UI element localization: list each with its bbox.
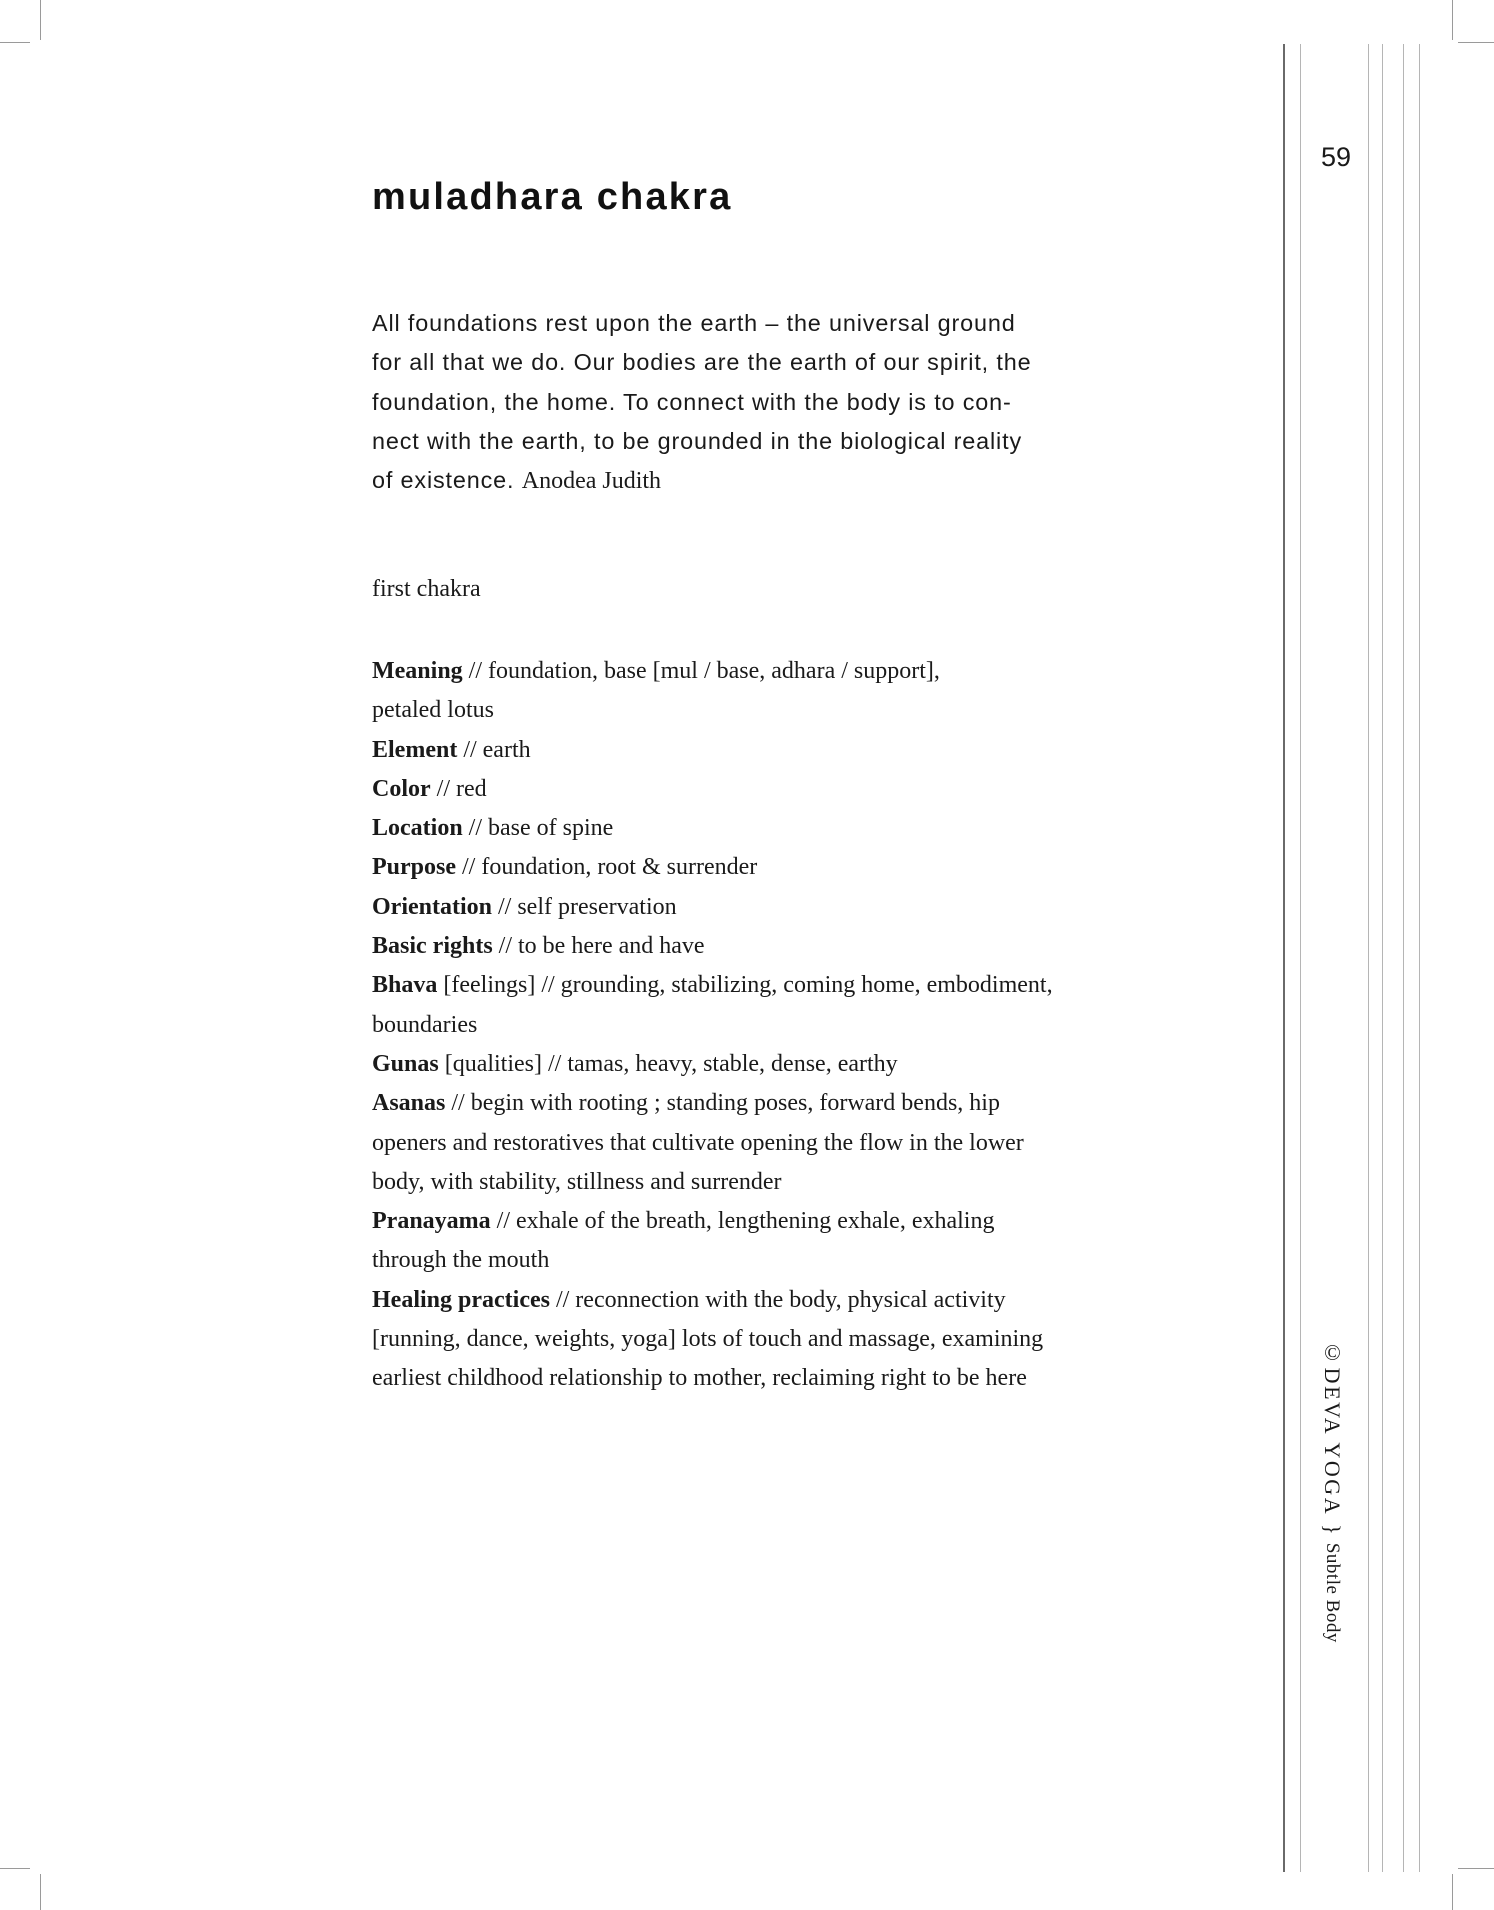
page-edge-line	[1300, 44, 1301, 1872]
attribute-value: // red	[430, 775, 487, 802]
quote-line: foundation, the home. To connect with the body is to con-	[372, 388, 1012, 415]
attribute-line	[372, 731, 1152, 770]
page-edge-line	[1382, 44, 1383, 1872]
attribute-line	[372, 927, 1152, 966]
attribute-continuation: [running, dance, weights, yoga] lots of touch and massage, examining	[372, 1326, 1044, 1353]
attribute-line	[372, 888, 1152, 927]
attribute-label: Pranayama	[372, 1208, 491, 1235]
crop-mark	[40, 0, 41, 40]
attribute-continuation: earliest childhood relationship to mother, reclaiming right to be here	[372, 1365, 1027, 1392]
attribute-label: Color	[372, 775, 431, 802]
attribute-value: // begin with rooting ; standing poses, forward bends, hip	[445, 1090, 1000, 1117]
quote-block	[372, 304, 1107, 501]
attribute-label: Meaning	[372, 658, 463, 684]
attribute-label: Element	[372, 736, 458, 763]
attribute-line	[372, 966, 1152, 1005]
attribute-label: Location	[372, 815, 463, 842]
attribute-value: // foundation, base [mul / base, adhara / support],	[462, 658, 940, 684]
attribute-value: // earth	[457, 736, 531, 763]
attribute-line	[372, 1281, 1152, 1320]
attribute-label: Gunas	[372, 1050, 439, 1077]
page-title: muladhara chakra	[372, 176, 733, 218]
footer-section: Subtle Body	[1322, 1542, 1343, 1643]
attribute-line	[372, 1084, 1152, 1123]
attribute-label: Orientation	[372, 893, 492, 920]
attribute-label: Purpose	[372, 854, 456, 881]
attribute-line	[372, 1202, 1152, 1241]
attribute-continuation: boundaries	[372, 1011, 478, 1038]
page-edge-line	[1403, 44, 1404, 1872]
attribute-value: [feelings] // grounding, stabilizing, coming home, embodiment,	[437, 972, 1053, 999]
attribute-continuation: openers and restoratives that cultivate opening the flow in the lower	[372, 1129, 1024, 1156]
attribute-value: // exhale of the breath, lengthening exhale, exhaling	[490, 1208, 995, 1235]
attribute-value: // to be here and have	[492, 933, 705, 960]
attribute-value: // base of spine	[462, 815, 614, 842]
attribute-value: [qualities] // tamas, heavy, stable, dense, earthy	[438, 1050, 898, 1077]
crop-mark	[1458, 1868, 1494, 1869]
attribute-continuation: body, with stability, stillness and surrender	[372, 1168, 782, 1195]
crop-mark	[0, 42, 30, 43]
page-edge-line	[1283, 44, 1285, 1872]
running-footer	[1319, 1340, 1345, 1643]
attribute-label: Basic rights	[372, 933, 493, 960]
page-edge-line	[1419, 44, 1420, 1872]
quote-line: for all that we do. Our bodies are the earth of our spirit, the	[372, 349, 1032, 376]
quote-text: of existence.	[372, 467, 515, 494]
attribute-line	[372, 809, 1152, 848]
section-subtitle: first chakra	[372, 576, 481, 602]
crop-mark	[1452, 0, 1453, 40]
attribute-value: // reconnection with the body, physical activity	[549, 1286, 1006, 1313]
page-number: 59	[1321, 142, 1352, 172]
attribute-value: // self preservation	[492, 893, 677, 920]
chakra-attributes	[372, 652, 1152, 1399]
crop-mark	[0, 1868, 30, 1869]
attribute-line	[372, 652, 1152, 691]
footer-brand: ©DEVA YOGA	[1320, 1340, 1345, 1517]
attribute-line	[372, 1045, 1152, 1084]
crop-mark	[1458, 42, 1494, 43]
attribute-label: Asanas	[372, 1090, 446, 1117]
attribute-continuation: petaled lotus	[372, 697, 494, 724]
quote-line: nect with the earth, to be grounded in the biological reality	[372, 427, 1022, 454]
attribute-label: Bhava	[372, 972, 438, 999]
attribute-label: Healing practices	[372, 1286, 550, 1313]
quote-line-last	[372, 461, 1107, 501]
attribute-line	[372, 848, 1152, 887]
crop-mark	[40, 1874, 41, 1910]
attribute-value: // foundation, root & surrender	[456, 854, 758, 881]
quote-author: Anodea Judith	[521, 468, 662, 495]
crop-mark	[1452, 1874, 1453, 1910]
footer-separator: }	[1320, 1524, 1345, 1535]
attribute-continuation: through the mouth	[372, 1247, 550, 1274]
page-edge-line	[1368, 44, 1369, 1872]
attribute-line	[372, 770, 1152, 809]
quote-line: All foundations rest upon the earth – the universal ground	[372, 310, 1016, 336]
